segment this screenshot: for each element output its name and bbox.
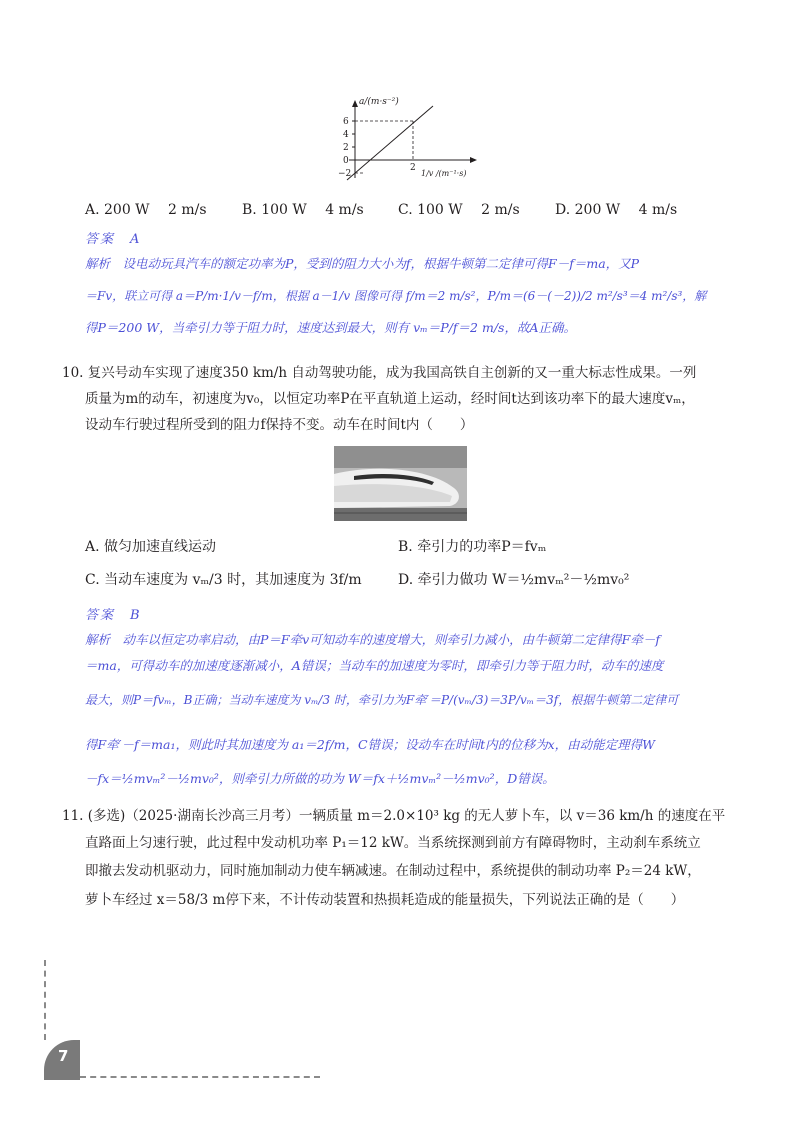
q11-stem-line-2: 直路面上匀速行驶，此过程中发动机功率 P₁＝12 kW。当系统探测到前方有障碍物时，主动刹车系统立 xyxy=(85,835,701,851)
y-axis-label: a/(m·s⁻²) xyxy=(359,97,399,107)
x-tick-2: 2 xyxy=(410,163,416,173)
q10-stem-line-1: 10. 复兴号动车实现了速度350 km/h 自动驾驶功能，成为我国高铁自主创新的又一重大标志性成果。一列 xyxy=(62,365,697,381)
margin-dashed-line xyxy=(44,960,46,1040)
q11-stem-line-3: 即撤去发动机驱动力，同时施加制动力使车辆减速。在制动过程中，系统提供的制动功率 P₂＝24 kW， xyxy=(85,863,701,879)
q9-analysis-line-2: ＝Fv，联立可得 a＝P/m·1/v－f/m，根据 a－1/v 图像可得 f/m＝2 m/s²，P/m＝(6－(－2))/2 m²/s³＝4 m²/s³，解 xyxy=(85,289,707,303)
q10-option-d: D. 牵引力做功 W＝½mvₘ²－½mv₀² xyxy=(398,572,630,588)
high-speed-train-photo xyxy=(334,446,467,521)
q9-option-c: C. 100 W 2 m/s xyxy=(398,202,520,218)
q9-option-a: A. 200 W 2 m/s xyxy=(85,202,207,218)
q10-analysis-line-5: －fx＝½mvₘ²－½mv₀²，则牵引力所做的功为 W＝fx＋½mvₘ²－½mv₀²，D错误。 xyxy=(85,771,555,786)
q10-analysis-line-2: ＝ma，可得动车的加速度逐渐减小，A错误；当动车的加速度为零时，即牵引力等于阻力时，动车的速度 xyxy=(85,658,664,673)
q10-analysis-line-3: 最大，则P＝fvₘ，B正确；当动车速度为 vₘ/3 时，牵引力为F牵′＝P/(vₘ/3)＝3P/vₘ＝3f，根据牛顿第二定律可 xyxy=(85,693,679,707)
y-tick-2: 2 xyxy=(343,143,349,153)
a-vs-inverse-v-graph xyxy=(325,90,485,190)
q10-analysis-line-1: 解析 动车以恒定功率启动，由P＝F牵v可知动车的速度增大，则牵引力减小，由牛顿第二定律得F牵－f xyxy=(85,632,660,647)
page-number: 7 xyxy=(58,1047,69,1065)
y-tick-0: 0 xyxy=(343,156,349,166)
footer-dashed-line xyxy=(80,1076,320,1078)
q10-stem-line-3: 设动车行驶过程所受到的阻力f保持不变。动车在时间t内（ ） xyxy=(85,417,474,433)
q10-stem-line-2: 质量为m的动车，初速度为v₀，以恒定功率P在平直轨道上运动，经时间t达到该功率下的最大速度vₘ， xyxy=(85,391,695,407)
q10-option-c: C. 当动车速度为 vₘ/3 时，其加速度为 3f/m xyxy=(85,572,362,588)
q9-analysis-line-3: 得P＝200 W，当牵引力等于阻力时，速度达到最大，则有 vₘ＝P/f＝2 m/s，故A正确。 xyxy=(85,320,576,335)
q9-option-b: B. 100 W 4 m/s xyxy=(242,202,364,218)
q9-answer: 答案 A xyxy=(85,232,142,247)
y-tick-4: 4 xyxy=(343,130,349,140)
q9-analysis-line-1: 解析 设电动玩具汽车的额定功率为P，受到的阻力大小为f，根据牛顿第二定律可得F－f＝ma，又P xyxy=(85,256,640,271)
q10-option-b: B. 牵引力的功率P＝fvₘ xyxy=(398,539,547,555)
y-tick-neg2: −2 xyxy=(338,169,352,179)
x-axis-label: 1/v /(m⁻¹·s) xyxy=(421,169,467,178)
y-tick-6: 6 xyxy=(343,117,349,127)
q10-answer: 答案 B xyxy=(85,608,142,623)
q10-analysis-line-4: 得F牵′－f＝ma₁，则此时其加速度为 a₁＝2f/m，C错误；设动车在时间t内的位移为x，由动能定理得W xyxy=(85,737,656,752)
q9-option-d: D. 200 W 4 m/s xyxy=(555,202,678,218)
q11-stem-line-4: 萝卜车经过 x＝58/3 m停下来，不计传动装置和热损耗造成的能量损失，下列说法正确的是（ ） xyxy=(85,892,685,908)
q11-stem-line-1: 11. (多选)（2025·湖南长沙高三月考）一辆质量 m＝2.0×10³ kg 的无人萝卜车，以 v＝36 km/h 的速度在平 xyxy=(62,808,726,824)
q10-option-a: A. 做匀加速直线运动 xyxy=(85,539,217,555)
